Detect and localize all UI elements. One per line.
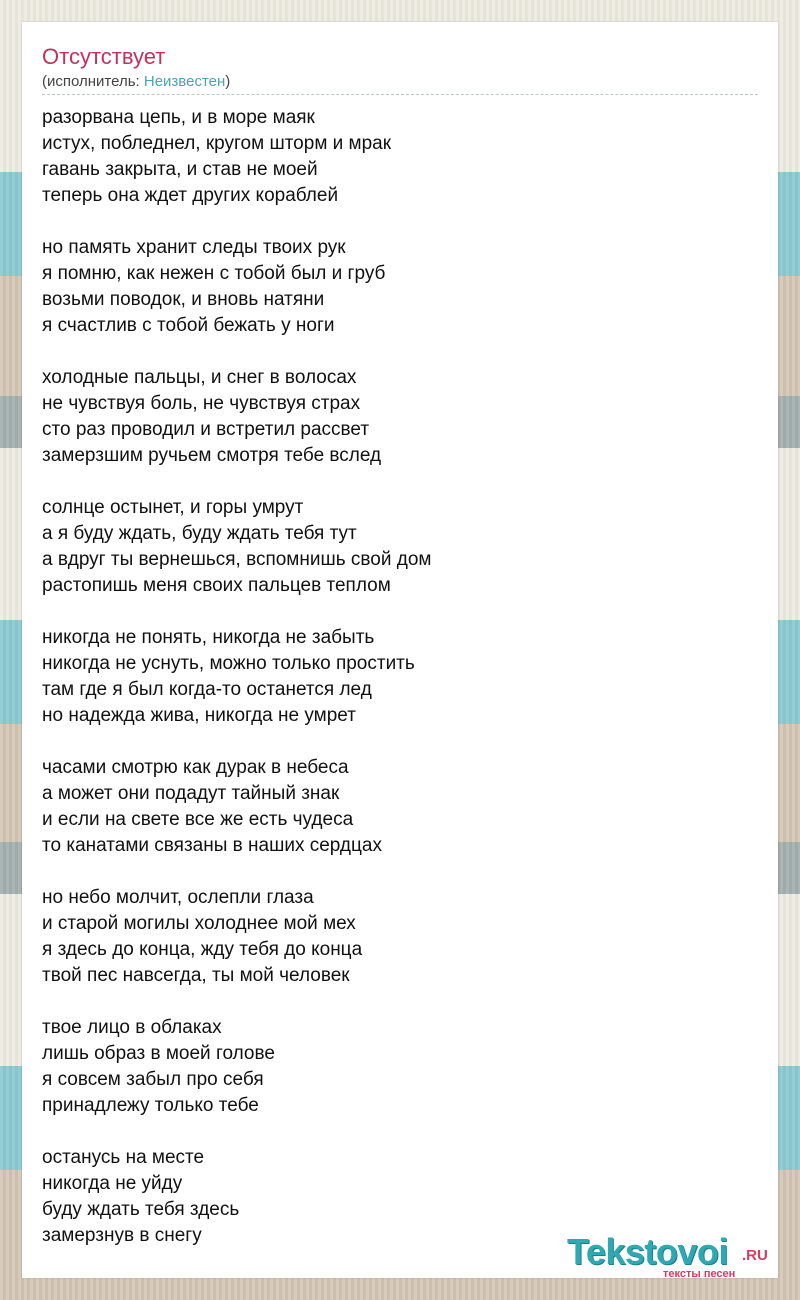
lyric-line: я помню, как нежен с тобой был и груб <box>42 263 386 284</box>
lyric-line: я здесь до конца, жду тебя до конца <box>42 939 363 960</box>
lyric-line: никогда не уйду <box>42 1173 183 1194</box>
lyric-line: растопишь меня своих пальцев теплом <box>42 575 391 596</box>
logo-wordmark: Tekstovoi <box>567 1231 728 1272</box>
artist-link[interactable]: Неизвестен <box>143 73 226 90</box>
lyric-line: замерзшим ручьем смотря тебе вслед <box>42 445 382 466</box>
performer-suffix: ) <box>225 73 231 90</box>
lyric-line: буду ждать тебя здесь <box>42 1199 240 1220</box>
stanza-gap <box>42 1119 742 1145</box>
performer-line <box>42 73 230 91</box>
lyric-line: гавань закрыта, и став не моей <box>42 159 318 180</box>
logo-tagline: тексты песен <box>663 1268 736 1280</box>
stanza-gap <box>42 209 742 235</box>
lyric-line: не чувствуя боль, не чувствуя страх <box>42 393 361 414</box>
lyric-line: я совсем забыл про себя <box>42 1069 264 1090</box>
lyric-line: лишь образ в моей голове <box>42 1043 275 1064</box>
lyric-line: но память хранит следы твоих рук <box>42 237 346 258</box>
lyric-line: часами смотрю как дурак в небеса <box>42 757 349 778</box>
lyric-line: а может они подадут тайный знак <box>42 783 340 804</box>
stanza-gap <box>42 469 742 495</box>
song-title: Отсутствует <box>42 44 166 69</box>
lyric-line: но надежда жива, никогда не умрет <box>42 705 356 726</box>
lyric-line: и если на свете все же есть чудеса <box>42 809 354 830</box>
lyric-line: но небо молчит, ослепли глаза <box>42 887 314 908</box>
lyric-line: твое лицо в облаках <box>42 1017 222 1038</box>
header-divider <box>42 94 758 95</box>
lyric-line: там где я был когда-то останется лед <box>42 679 372 700</box>
lyric-line: разорвана цепь, и в море маяк <box>42 107 315 128</box>
lyrics-card <box>22 22 778 1278</box>
lyric-line: и старой могилы холоднее мой мех <box>42 913 356 934</box>
lyric-line: твой пес навсегда, ты мой человек <box>42 965 350 986</box>
stanza-gap <box>42 339 742 365</box>
logo-tld: .RU <box>742 1247 768 1264</box>
lyric-line: холодные пальцы, и снег в волосах <box>42 367 357 388</box>
lyric-line: солнце остынет, и горы умрут <box>42 497 304 518</box>
lyric-line: сто раз проводил и встретил рассвет <box>42 419 370 440</box>
lyric-line: возьми поводок, и вновь натяни <box>42 289 325 310</box>
stanza-gap <box>42 989 742 1015</box>
lyric-line: замерзнув в снегу <box>42 1225 202 1246</box>
stanza-gap <box>42 599 742 625</box>
lyric-line: а вдруг ты вернешься, вспомнишь свой дом <box>42 549 432 570</box>
lyric-line: принадлежу только тебе <box>42 1095 259 1116</box>
lyric-line: останусь на месте <box>42 1147 205 1168</box>
lyric-line: а я буду ждать, буду ждать тебя тут <box>42 523 357 544</box>
lyric-line: никогда не понять, никогда не забыть <box>42 627 375 648</box>
stanza-gap <box>42 859 742 885</box>
site-logo[interactable] <box>567 1232 777 1282</box>
performer-prefix: (исполнитель: <box>42 73 144 90</box>
lyric-line: никогда не уснуть, можно только простить <box>42 653 415 674</box>
lyrics-text <box>42 105 742 1249</box>
lyric-line: истух, побледнел, кругом шторм и мрак <box>42 133 392 154</box>
lyric-line: я счастлив с тобой бежать у ноги <box>42 315 335 336</box>
lyric-line: теперь она ждет других кораблей <box>42 185 339 206</box>
lyric-line: то канатами связаны в наших сердцах <box>42 835 382 856</box>
stanza-gap <box>42 729 742 755</box>
